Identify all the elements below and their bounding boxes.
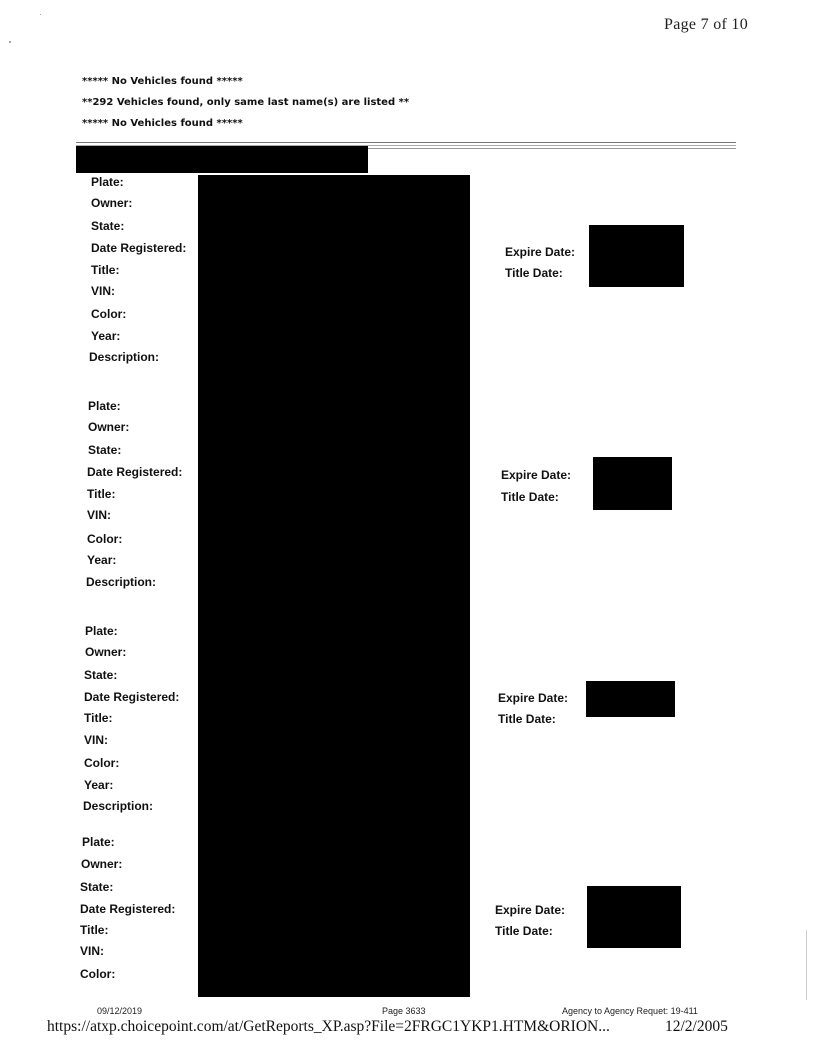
redaction-vehicle-values — [198, 175, 470, 997]
color-label: Color: — [80, 967, 116, 981]
title-label: Title: — [87, 487, 116, 501]
description-label: Description: — [86, 575, 157, 589]
notice-vehicles-found: **292 Vehicles found, only same last name(s) are listed ** — [82, 97, 410, 108]
divider-rule — [76, 142, 736, 143]
plate-label: Plate: — [82, 835, 115, 849]
notice-no-vehicles-2: ***** No Vehicles found ***** — [82, 118, 243, 129]
state-label: State: — [84, 668, 118, 682]
expire-date-label: Expire Date: — [498, 691, 569, 705]
description-label: Description: — [83, 799, 154, 813]
owner-label: Owner: — [85, 645, 127, 659]
plate-label: Plate: — [85, 624, 118, 638]
vin-label: VIN: — [91, 284, 115, 298]
state-label: State: — [80, 880, 114, 894]
footer-report-date: 12/2/2005 — [665, 1018, 728, 1035]
color-label: Color: — [84, 756, 120, 770]
scan-speck — [9, 41, 11, 43]
vin-label: VIN: — [84, 733, 108, 747]
redaction-dates-3 — [586, 681, 675, 717]
expire-date-label: Expire Date: — [501, 468, 572, 482]
footer-url: https://atxp.choicepoint.com/at/GetReports_XP.asp?File=2FRGC1YKP1.HTM&ORION... — [47, 1018, 610, 1035]
plate-label: Plate: — [88, 399, 121, 413]
description-label: Description: — [89, 350, 160, 364]
expire-date-label: Expire Date: — [495, 903, 566, 917]
footer-print-date: 09/12/2019 — [97, 1006, 143, 1016]
title-label: Title: — [84, 711, 113, 725]
year-label: Year: — [91, 329, 121, 343]
title-label: Title: — [80, 923, 109, 937]
scan-speck — [40, 14, 41, 15]
title-date-label: Title Date: — [498, 712, 556, 726]
expire-date-label: Expire Date: — [505, 245, 576, 259]
owner-label: Owner: — [91, 196, 133, 210]
year-label: Year: — [84, 778, 114, 792]
title-date-label: Title Date: — [505, 266, 563, 280]
plate-label: Plate: — [91, 175, 124, 189]
title-date-label: Title Date: — [495, 924, 553, 938]
year-label: Year: — [87, 553, 117, 567]
owner-label: Owner: — [81, 857, 123, 871]
title-date-label: Title Date: — [501, 490, 559, 504]
owner-label: Owner: — [88, 420, 130, 434]
title-label: Title: — [91, 263, 120, 277]
vin-label: VIN: — [80, 944, 104, 958]
notice-no-vehicles-1: ***** No Vehicles found ***** — [82, 76, 243, 87]
state-label: State: — [91, 219, 125, 233]
state-label: State: — [88, 443, 122, 457]
page-number: Page 7 of 10 — [664, 16, 749, 33]
color-label: Color: — [87, 532, 123, 546]
footer-page-stamp: Page 3633 — [382, 1006, 426, 1016]
vin-label: VIN: — [87, 508, 111, 522]
redaction-dates-2 — [593, 457, 672, 510]
color-label: Color: — [91, 307, 127, 321]
redaction-owner-name — [76, 146, 368, 173]
redaction-dates-1 — [589, 225, 684, 287]
scan-edge — [806, 930, 807, 1000]
redaction-dates-4 — [587, 886, 681, 948]
date-registered-label: Date Registered: — [80, 902, 176, 916]
date-registered-label: Date Registered: — [84, 690, 180, 704]
footer-agency-request: Agency to Agency Requet: 19-411 — [562, 1006, 698, 1016]
date-registered-label: Date Registered: — [91, 241, 187, 255]
date-registered-label: Date Registered: — [87, 465, 183, 479]
